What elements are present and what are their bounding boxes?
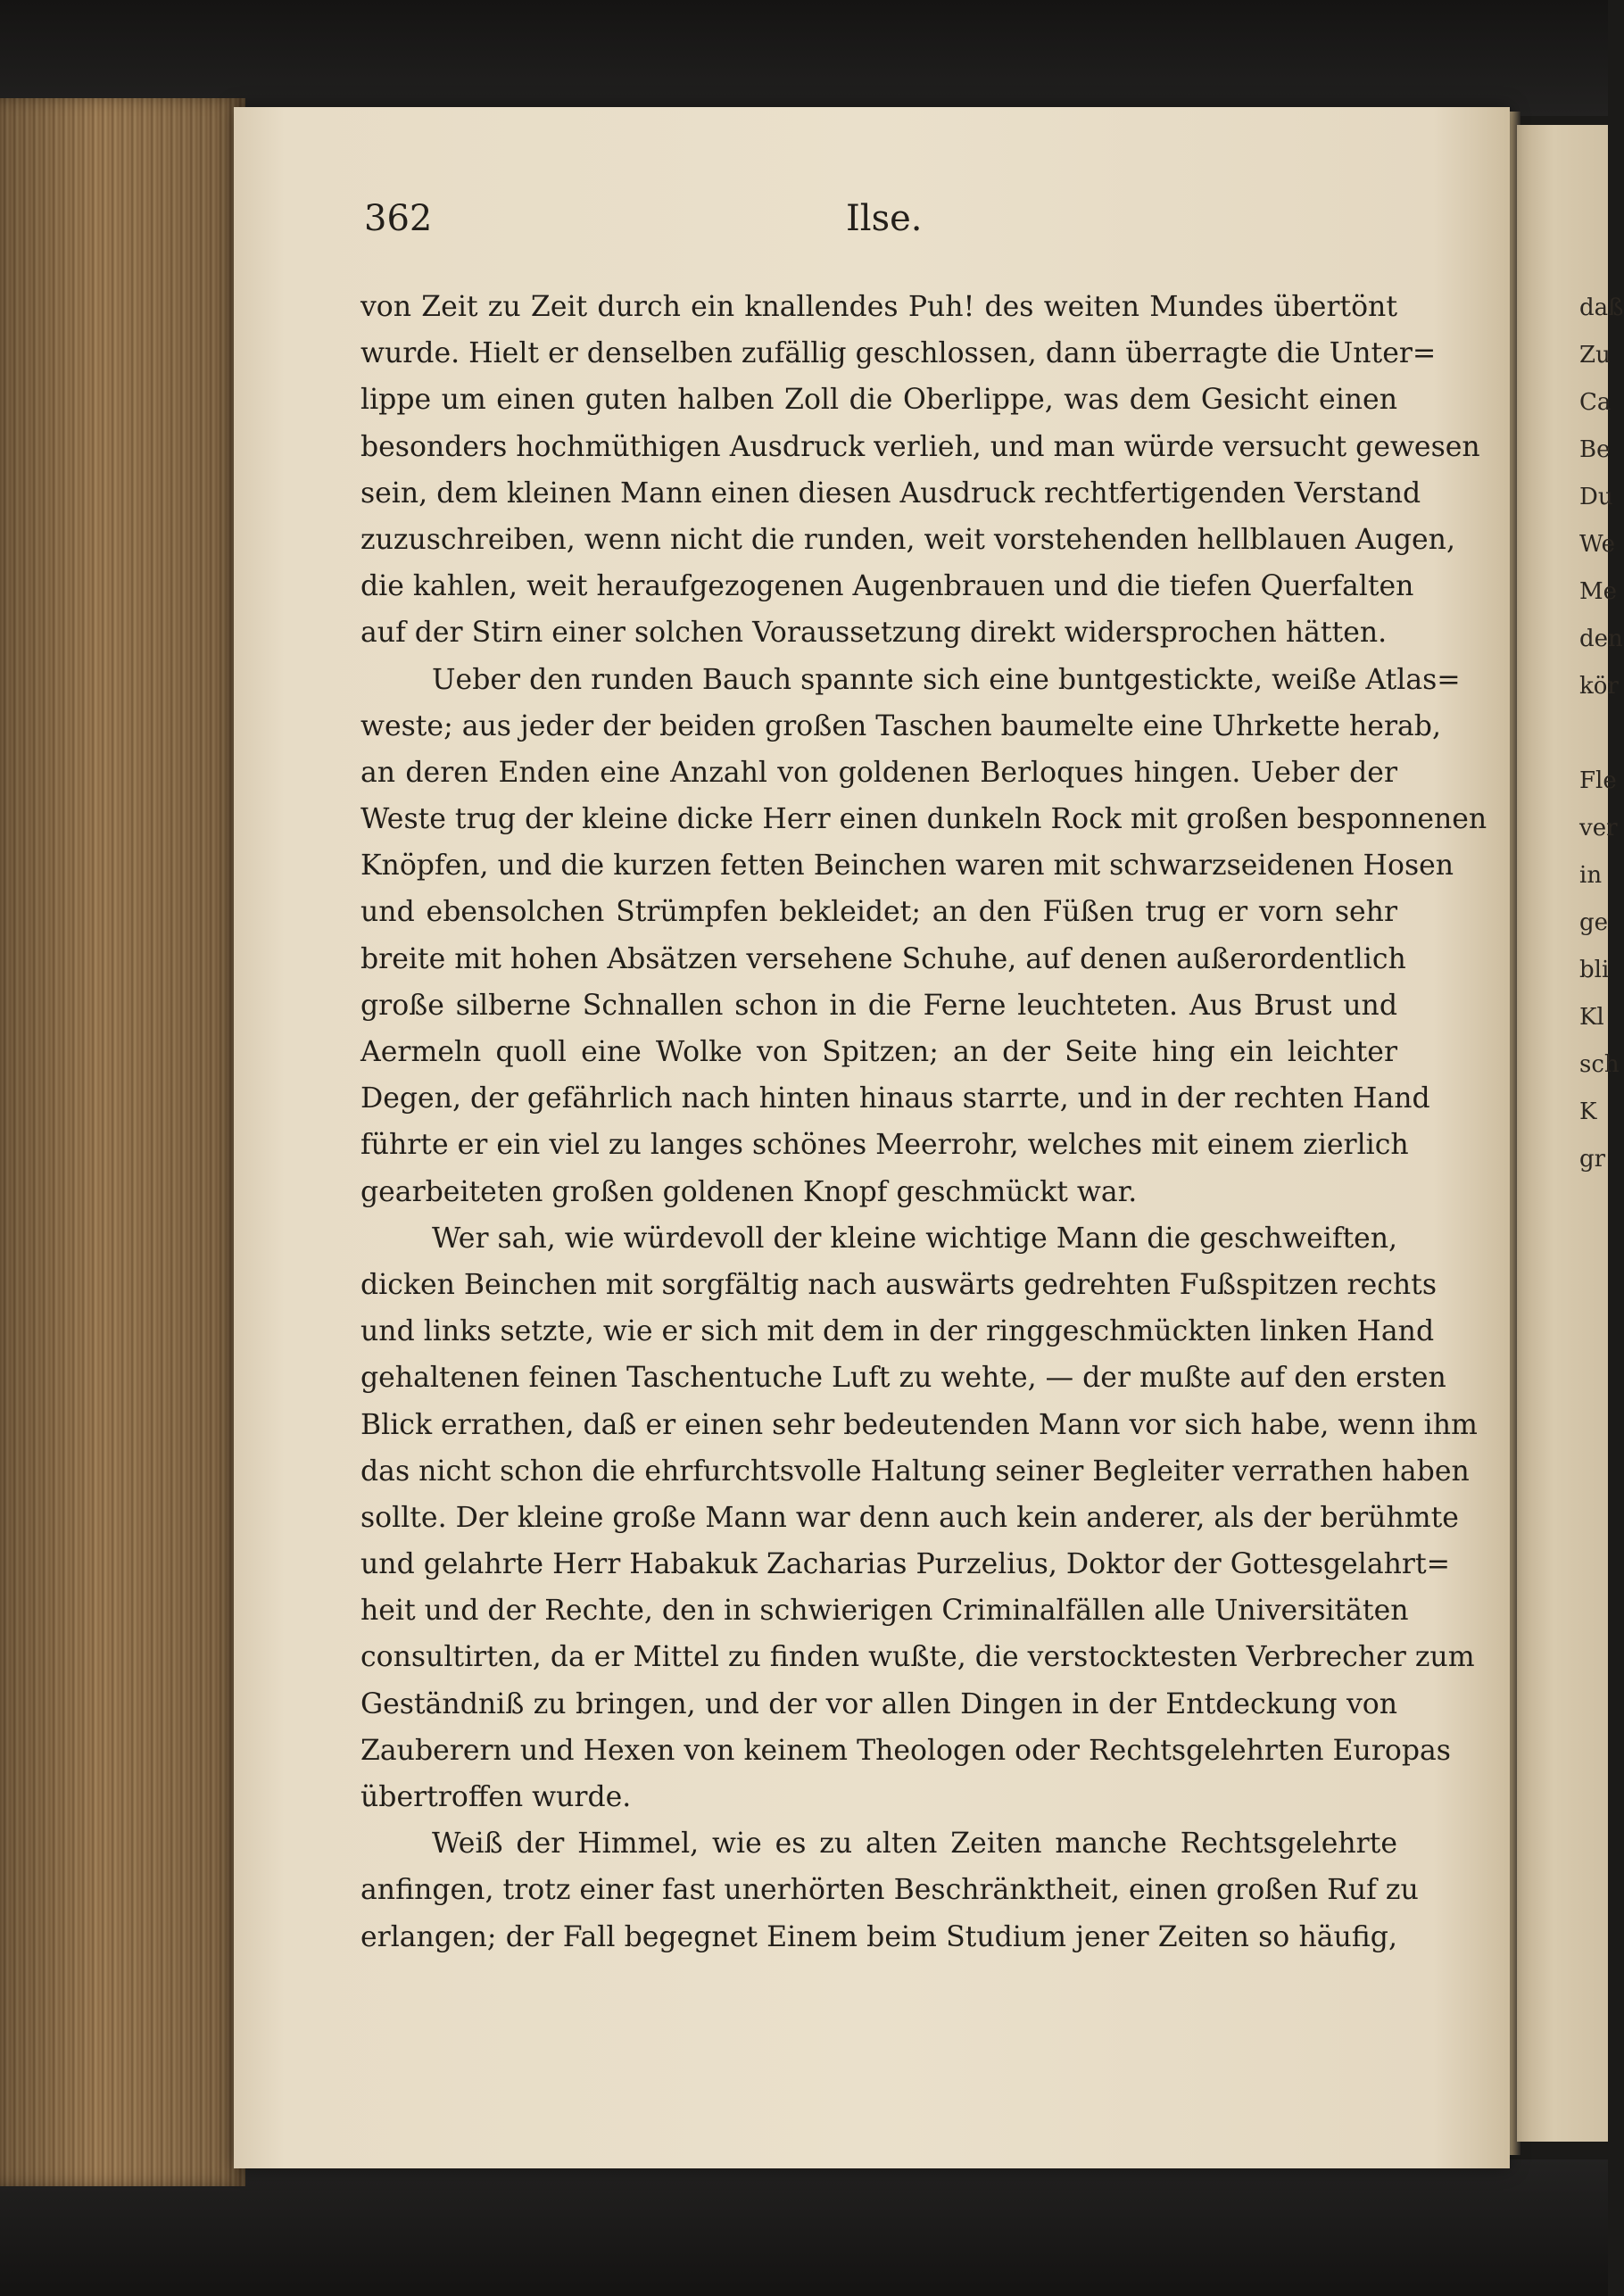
text-line: Zauberern und Hexen von keinem Theologen oder Rechtsgelehrten Europas <box>360 1734 1451 1767</box>
text-line: das nicht schon die ehrfurchtsvolle Haltung seiner Begleiter verrathen haben <box>360 1455 1470 1488</box>
text-line: Degen, der gefährlich nach hinten hinaus starrte, und in der rechten Hand <box>360 1082 1430 1115</box>
facing-page-fragment: Me <box>1579 578 1618 605</box>
facing-page-fragment: Du <box>1579 484 1613 510</box>
text-line: auf der Stirn einer solchen Voraussetzung direkt widersprochen hätten. <box>360 617 1388 650</box>
facing-page-fragment: bli <box>1579 957 1610 983</box>
text-line: und links setzte, wie er sich mit dem in der ringgeschmückten linken Hand <box>360 1315 1435 1348</box>
facing-page-fragment: daß <box>1579 294 1624 321</box>
facing-page-fragment: Fle <box>1579 767 1617 794</box>
text-line: weste; aus jeder der beiden großen Taschen baumelte eine Uhrkette herab, <box>360 709 1441 742</box>
text-line: heit und der Rechte, den in schwierigen Criminalfällen alle Universitäten <box>360 1595 1409 1628</box>
text-line: an deren Enden eine Anzahl von goldenen Berloques hingen. Ueber der <box>360 756 1397 789</box>
facing-page-fragment: Zu <box>1579 342 1611 369</box>
facing-page-fragment: ge <box>1579 909 1609 936</box>
running-title: Ilse. <box>846 198 923 239</box>
text-line: die kahlen, weit heraufgezogenen Augenbrauen und die tiefen Querfalten <box>360 570 1414 603</box>
page-number: 362 <box>364 198 433 239</box>
facing-page-fragment: Be <box>1579 436 1611 463</box>
facing-page-fragment: kör <box>1579 673 1619 700</box>
facing-page-fragment: den <box>1579 626 1623 652</box>
facing-page-fragment: Kl <box>1579 1004 1604 1031</box>
facing-page-fragment: Ca <box>1579 389 1612 416</box>
text-line: Weste trug der kleine dicke Herr einen dunkeln Rock mit großen besponnenen <box>360 803 1487 836</box>
facing-page-fragment: sch <box>1579 1051 1620 1078</box>
text-line: gehaltenen feinen Taschentuche Luft zu wehte, — der mußte auf den ersten <box>360 1362 1446 1395</box>
text-line: besonders hochmüthigen Ausdruck verlieh, und man würde versucht gewesen <box>360 430 1480 463</box>
text-line: wurde. Hielt er denselben zufällig geschlossen, dann überragte die Unter= <box>360 337 1437 370</box>
text-line: Weiß der Himmel, wie es zu alten Zeiten manche Rechtsgelehrte <box>432 1828 1397 1861</box>
text-line: sollte. Der kleine große Mann war denn auch kein anderer, als der berühmte <box>360 1501 1459 1534</box>
facing-page-edge <box>1517 125 1608 2142</box>
text-line: große silberne Schnallen schon in die Ferne leuchteten. Aus Brust und <box>360 989 1397 1022</box>
text-line: breite mit hohen Absätzen versehene Schuhe, auf denen außerordentlich <box>360 942 1406 975</box>
facing-page-fragment: We <box>1579 531 1615 558</box>
text-line: und ebensolchen Strümpfen bekleidet; an den Füßen trug er vorn sehr <box>360 896 1397 929</box>
text-line: übertroffen wurde. <box>360 1781 632 1813</box>
page-stack-edges <box>0 98 245 2186</box>
text-line: consultirten, da er Mittel zu finden wußte, die verstocktesten Verbrecher zum <box>360 1641 1475 1674</box>
text-line: von Zeit zu Zeit durch ein knallendes Puh! des weiten Mundes übertönt <box>360 291 1397 323</box>
text-line: Wer sah, wie würdevoll der kleine wichtige Mann die geschweiften, <box>432 1222 1398 1255</box>
text-line: Blick errathen, daß er einen sehr bedeutenden Mann vor sich habe, wenn ihm <box>360 1408 1478 1441</box>
body-text <box>360 284 1487 1960</box>
text-line: und gelahrte Herr Habakuk Zacharias Purzelius, Doktor der Gottesgelahrt= <box>360 1548 1451 1581</box>
facing-page-fragment: gr <box>1579 1146 1606 1173</box>
text-line: führte er ein viel zu langes schönes Meerrohr, welches mit einem zierlich <box>360 1129 1409 1162</box>
facing-page-fragment: K <box>1579 1098 1597 1125</box>
text-line: lippe um einen guten halben Zoll die Oberlippe, was dem Gesicht einen <box>360 384 1397 417</box>
facing-page-fragment: in <box>1579 862 1603 889</box>
text-line: gearbeiteten großen goldenen Knopf geschmückt war. <box>360 1175 1138 1208</box>
text-line: Geständniß zu bringen, und der vor allen Dingen in der Entdeckung von <box>360 1687 1397 1720</box>
text-line: zuzuschreiben, wenn nicht die runden, weit vorstehenden hellblauen Augen, <box>360 523 1455 556</box>
text-line: anfingen, trotz einer fast unerhörten Beschränktheit, einen großen Ruf zu <box>360 1874 1419 1907</box>
text-line: dicken Beinchen mit sorgfältig nach auswärts gedrehten Fußspitzen rechts <box>360 1268 1437 1301</box>
text-line: Knöpfen, und die kurzen fetten Beinchen waren mit schwarzseidenen Hosen <box>360 850 1454 883</box>
facing-page-fragment: ver <box>1579 815 1618 841</box>
text-line: erlangen; der Fall begegnet Einem beim Studium jener Zeiten so häufig, <box>360 1920 1397 1953</box>
text-line: Ueber den runden Bauch spannte sich eine buntgestickte, weiße Atlas= <box>432 663 1461 696</box>
text-line: sein, dem kleinen Mann einen diesen Ausdruck rechtfertigenden Verstand <box>360 477 1421 510</box>
text-line: Aermeln quoll eine Wolke von Spitzen; an der Seite hing ein leichter <box>360 1036 1397 1068</box>
